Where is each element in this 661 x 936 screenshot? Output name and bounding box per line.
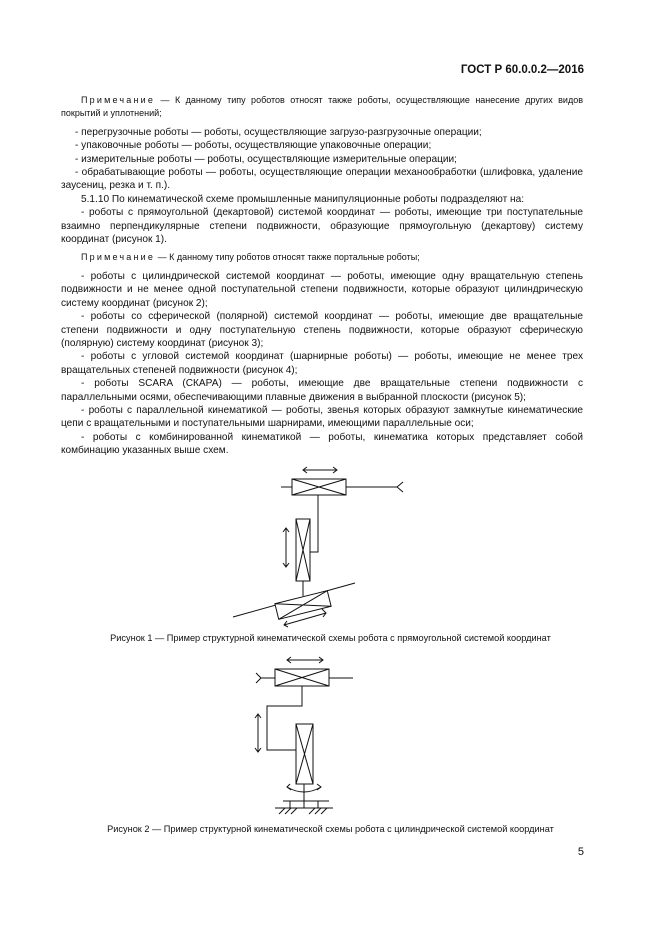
list1-item-2: - упаковочные роботы — роботы, осуществляющие упаковочные операции; — [75, 140, 432, 152]
list2-item-2: - роботы со сферической (полярной) системой координат — роботы, имеющие две вращательные степени подвижности и одну поступательную степень подвижности, которые образуют сферическую (полярную) систему координат (рисунок 3); — [61, 311, 583, 349]
note-2-text: — К данному типу роботов относят также портальные роботы; — [155, 252, 420, 263]
note-1 — [61, 94, 583, 121]
list2-item-3: - роботы с угловой системой координат (шарнирные роботы) — роботы, имеющие не менее трех вращательных степеней подвижности (рисунок 4); — [61, 351, 583, 376]
section-item-1: - роботы с прямоугольной (декартовой) системой координат — роботы, имеющие три поступательные взаимно перпендикулярные степени подвижности, образующие прямоугольную (декартову) систему координат (рисунок 1). — [61, 207, 583, 246]
text-block-top — [61, 94, 583, 458]
list1-item-4: - обрабатывающие роботы — роботы, осуществляющие операции механообработки (шлифовка, удаление заусениц, резка и т. п.). — [61, 167, 583, 192]
note-1-label: Примечание — [81, 95, 156, 105]
section-intro: 5.1.10 По кинематической схеме промышленные манипуляционные роботы подразделяют на: — [81, 193, 525, 205]
list2-item-4: - роботы SCARA (СКАРА) — роботы, имеющие две вращательные степени подвижности с параллельными осями, обеспечивающими плавные движения в выбранной плоскости (рисунок 5); — [61, 378, 583, 403]
list1-item-1: - перегрузочные роботы — роботы, осуществляющие загрузо-разгрузочные операции; — [75, 126, 482, 138]
document-code: ГОСТ Р 60.0.0.2—2016 — [460, 64, 584, 76]
list2-item-1: - роботы с цилиндрической системой координат — роботы, имеющие одну вращательную степень подвижности и не менее одной поступательной степени подвижности, которые образуют цилиндрическую систему координат (рисунок 2); — [61, 270, 583, 309]
note-1-text: — К данному типу роботов относят также роботы, осуществляющие нанесение других видов покрытий и уплотнений; — [61, 95, 583, 119]
note-2 — [61, 251, 583, 264]
list2-item-5: - роботы с параллельной кинематикой — роботы, звенья которых образуют замкнутые кинематические цепи с вращательными и поступательными шарнирами, имеющими параллельные оси; — [61, 404, 583, 430]
list2-item-6: - роботы с комбинированной кинематикой — роботы, кинематика которых представляет собой комбинацию указанных выше схем. — [61, 431, 583, 457]
figure-2-caption: Рисунок 2 — Пример структурной кинематической схемы робота с цилиндрической системой координат — [107, 824, 554, 834]
figure-1-caption: Рисунок 1 — Пример структурной кинематической схемы робота с прямоугольной системой координат — [110, 633, 551, 643]
list1-item-3: - измерительные роботы — роботы, осуществляющие измерительные операции; — [75, 153, 457, 165]
note-2-label: Примечание — [81, 252, 156, 263]
page-number: 5 — [577, 846, 584, 858]
